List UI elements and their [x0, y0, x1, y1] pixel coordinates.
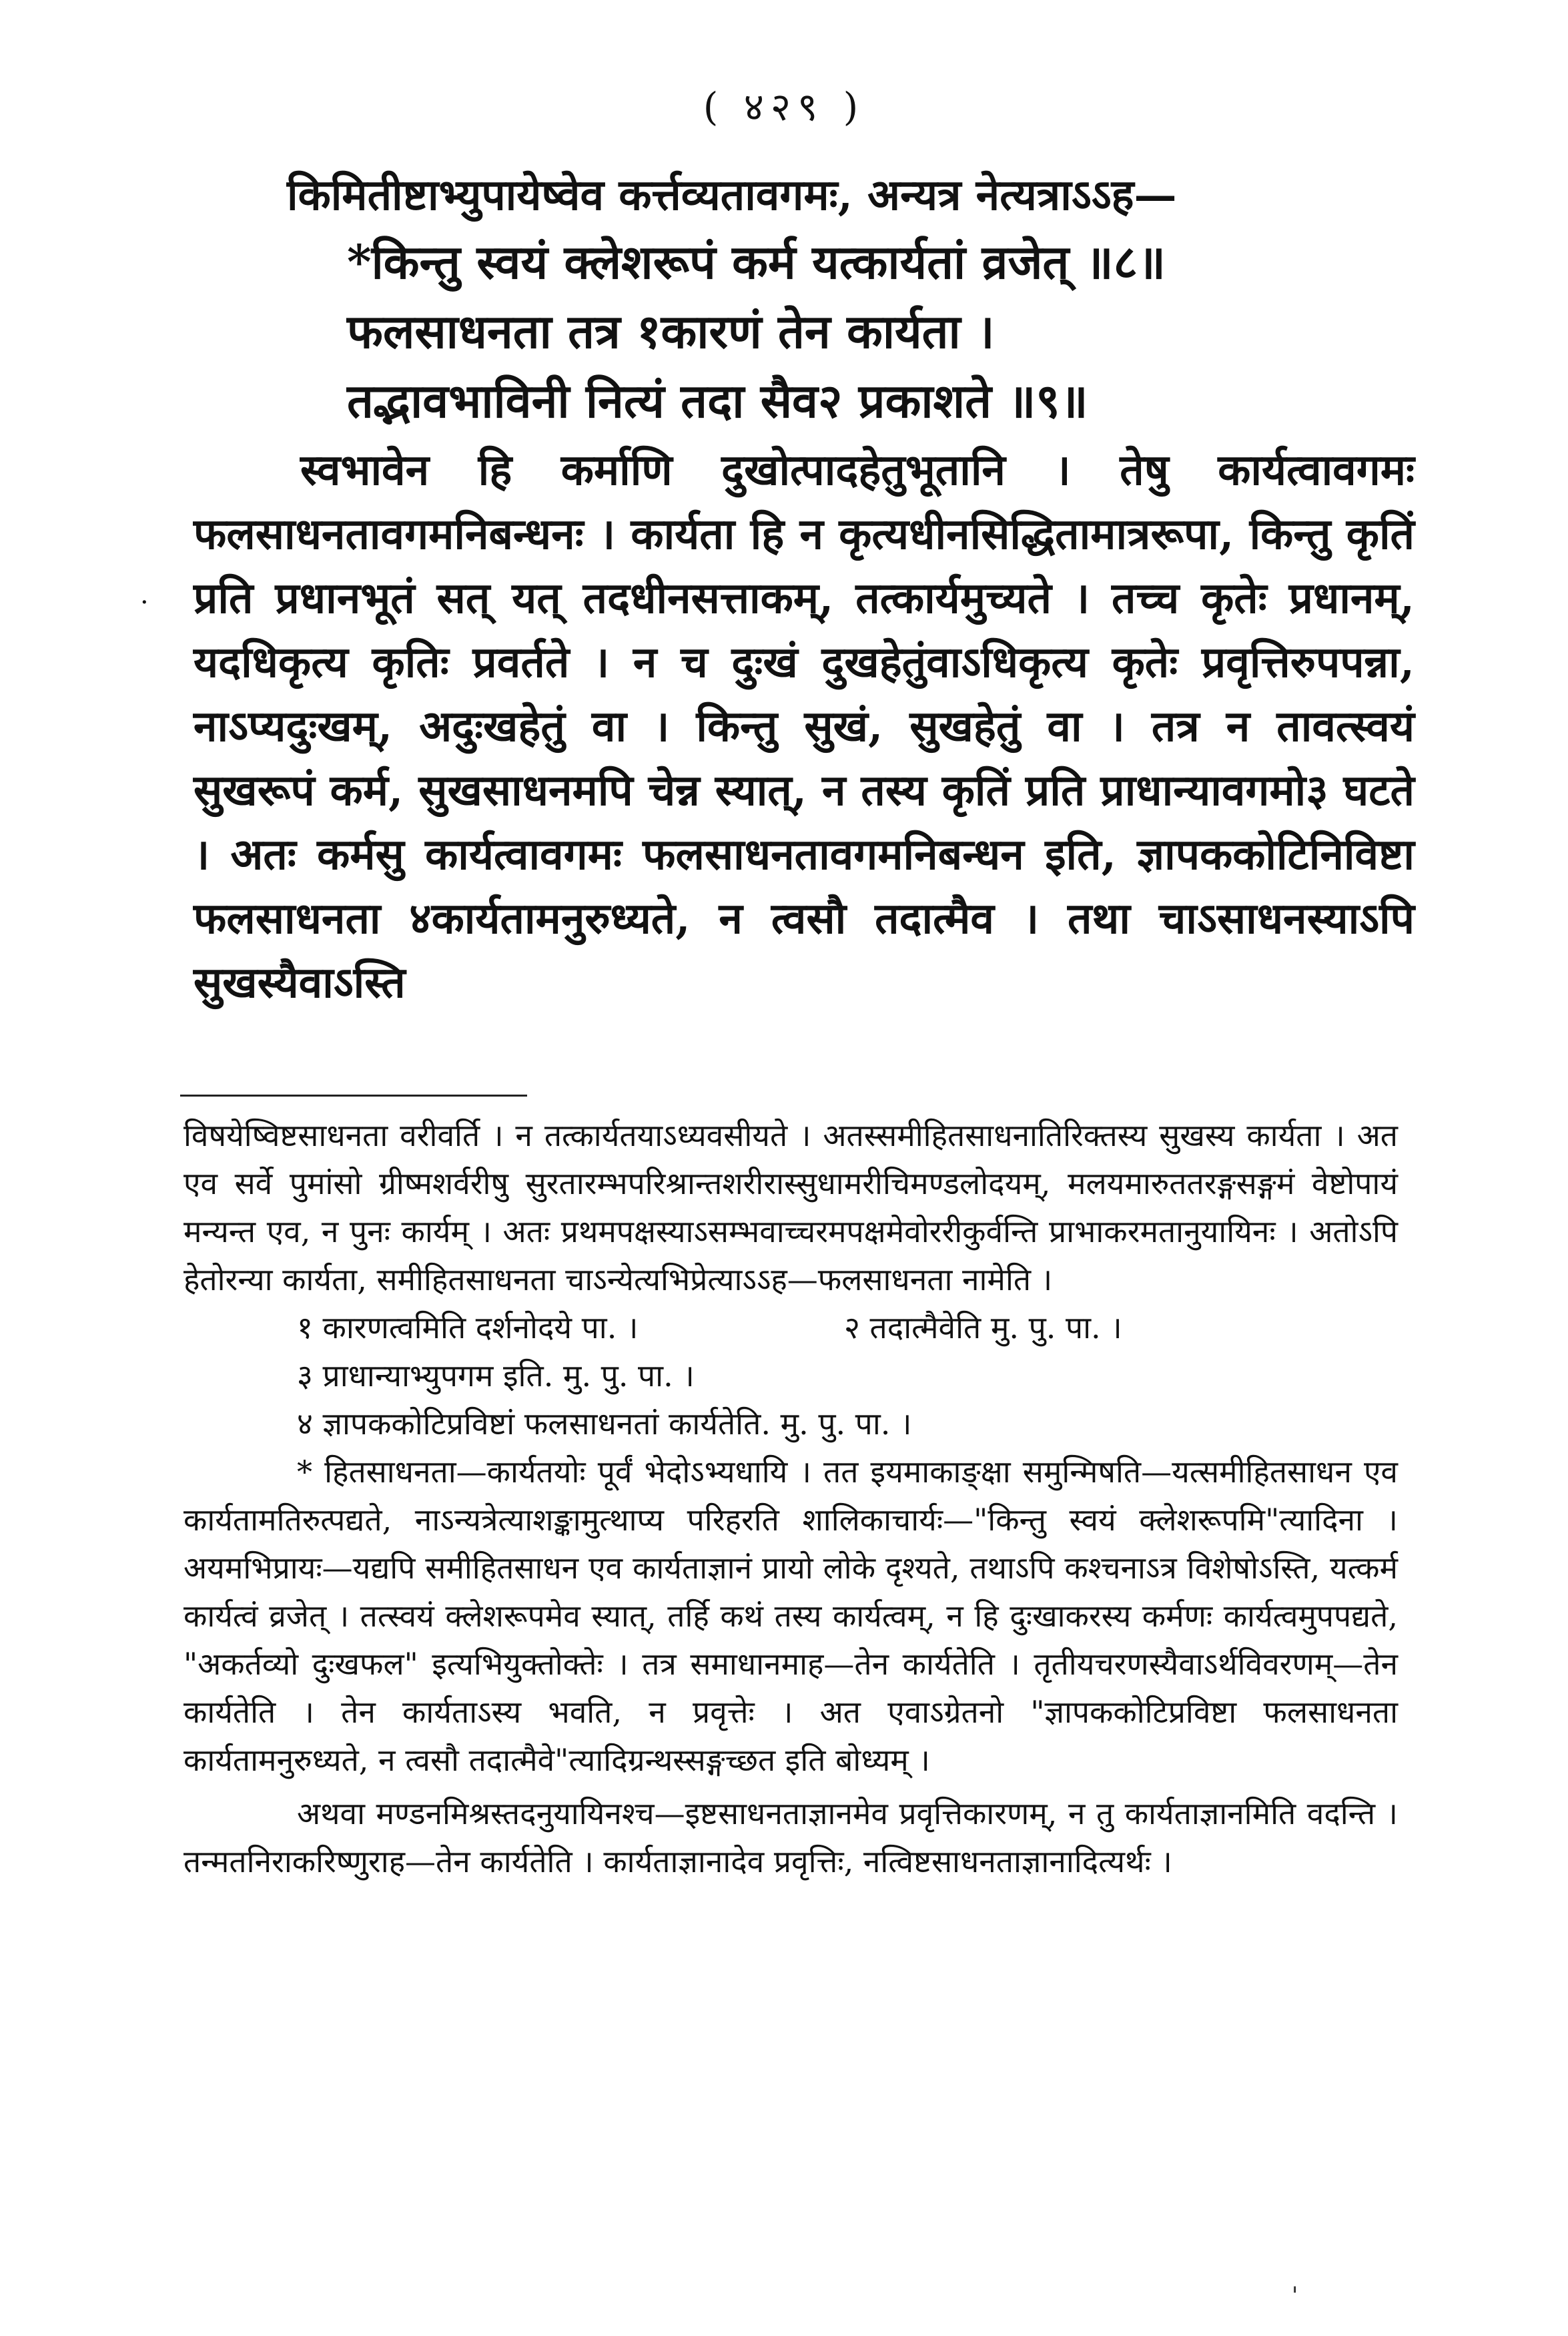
footnote-4: ४ ज्ञापककोटिप्रविष्टां फलसाधनतां कार्यतेति. मु. पु. पा. । — [297, 1406, 912, 1442]
page-number: ( ४२९ ) — [703, 84, 865, 129]
margin-dot: · — [140, 587, 149, 618]
footnote-2: २ तदात्मैवेति मु. पु. पा. । — [844, 1309, 1122, 1346]
commentary — [183, 1111, 1398, 1885]
footnote-3: ३ प्राधान्याभ्युपगम इति. मु. पु. पा. । — [297, 1358, 695, 1394]
main-paragraph: स्वभावेन हि कर्माणि दुखोत्पादहेतुभूतानि । तेषु कार्यत्वावगमः फलसाधनतावगमनिबन्धनः । कार्यता हि न कृत्यधीनसिद्धितामात्ररूपा, किन्तु कृतिं प्रति प्रधानभूतं सत् यत् तदधीनसत्ताकम्, तत्कार्यमुच्यते । तच्च कृतेः प्रधानम्, यदधिकृत्य कृतिः प्रवर्तते । न च दुःखं दुखहेतुंवाऽधिकृत्य कृतेः प्रवृत्तिरुपपन्ना, नाऽप्यदुःखम्, अदुःखहेतुं वा । किन्तु सुखं, सुखहेतुं वा । तत्र न तावत्स्वयं सुखरूपं कर्म, सुखसाधनमपि चेन्न स्यात्, न तस्य कृतिं प्रति प्राधान्यावगमो३ घटते । अतः कर्मसु कार्यत्वावगमः फलसाधनतावगमनिबन्धन इति, ज्ञापककोटिनिविष्टा फलसाधनता ४कार्यतामनुरुध्यते, न त्वसौ तदात्मैव । तथा चाऽसाधनस्याऽपि सुखस्यैवाऽस्ति — [193, 445, 1415, 1008]
atha-note: अथवा मण्डनमिश्रस्तदनुयायिनश्च—इष्टसाधनताज्ञानमेव प्रवृत्तिकारणम्, न तु कार्यताज्ञानमिति वदन्ति । तन्मतनिराकरिष्णुराह—तेन कार्यतेति । कार्यताज्ञानादेव प्रवृत्तिः, नत्विष्टसाधनताज्ञानादित्यर्थः । — [183, 1795, 1398, 1879]
verse-line-3: तद्भावभाविनी नित्यं तदा सैव२ प्रकाशते ॥९॥ — [347, 373, 1088, 428]
verse-line-1: *किन्तु स्वयं क्लेशरूपं कर्म यत्कार्यतां व्रजेत् ॥८॥ — [347, 234, 1166, 290]
verse-line-2: फलसाधनता तत्र १कारणं तेन कार्यता । — [347, 304, 995, 359]
star-note: * हितसाधनता—कार्यतयोः पूर्वं भेदोऽभ्यधायि । तत इयमाकाङ्क्षा समुन्मिषति—यत्समीहितसाधन एव कार्यतामतिरुत्पद्यते, नाऽन्यत्रेत्याशङ्कामुत्थाप्य परिहरति शालिकाचार्यः—"किन्तु स्वयं क्लेशरूपमि"त्यादिना । अयमभिप्रायः—यद्यपि समीहितसाधन एव कार्यताज्ञानं प्रायो लोके दृश्यते, तथाऽपि कश्चनाऽत्र विशेषोऽस्ति, यत्कर्म कार्यत्वं व्रजेत् । तत्स्वयं क्लेशरूपमेव स्यात्, तर्हि कथं तस्य कार्यत्वम्, न हि दुःखाकरस्य कर्मणः कार्यत्वमुपपद्यते, "अकर्तव्यो दुःखफल" इत्यभियुक्तोक्तेः । तत्र समाधानमाह—तेन कार्यतेति । तृतीयचरणस्यैवाऽर्थविवरणम्—तेन कार्यतेति । तेन कार्यताऽस्य भवति, न प्रवृत्तेः । अत एवाऽग्रेतनो "ज्ञापककोटिप्रविष्टा फलसाधनता कार्यतामनुरुध्यते, न त्वसौ तदात्मैवे"त्यादिग्रन्थस्सङ्गच्छत इति बोध्यम् । — [183, 1454, 1398, 1778]
footnote-divider — [180, 1095, 527, 1097]
margin-mark: ˈ — [1291, 2283, 1298, 2313]
main-text — [193, 164, 1415, 1015]
footnote-1: १ कारणत्वमिति दर्शनोदये पा. । — [297, 1309, 639, 1346]
commentary-continuation: विषयेष्विष्टसाधनता वरीवर्ति । न तत्कार्यतयाऽध्यवसीयते । अतस्समीहितसाधनातिरिक्तस्य सुखस्य कार्यता । अत एव सर्वे पुमांसो ग्रीष्मशर्वरीषु सुरतारम्भपरिश्रान्तशरीरास्सुधामरीचिमण्डलोदयम्, मलयमारुततरङ्गसङ्गमं वेष्टोपायं मन्यन्त एव, न पुनः कार्यम् । अतः प्रथमपक्षस्याऽसम्भवाच्चरमपक्षमेवोररीकुर्वन्ति प्राभाकरमतानुयायिनः । अतोऽपि हेतोरन्या कार्यता, समीहितसाधनता चाऽन्येत्यभिप्रेत्याऽऽह—फलसाधनता नामेति । — [183, 1117, 1398, 1297]
footnote-row-1 — [183, 1303, 1398, 1352]
intro-line: किमितीष्टाभ्युपायेष्वेव कर्त्तव्यतावगमः, अन्यत्र नेत्यत्राऽऽह— — [287, 170, 1177, 220]
